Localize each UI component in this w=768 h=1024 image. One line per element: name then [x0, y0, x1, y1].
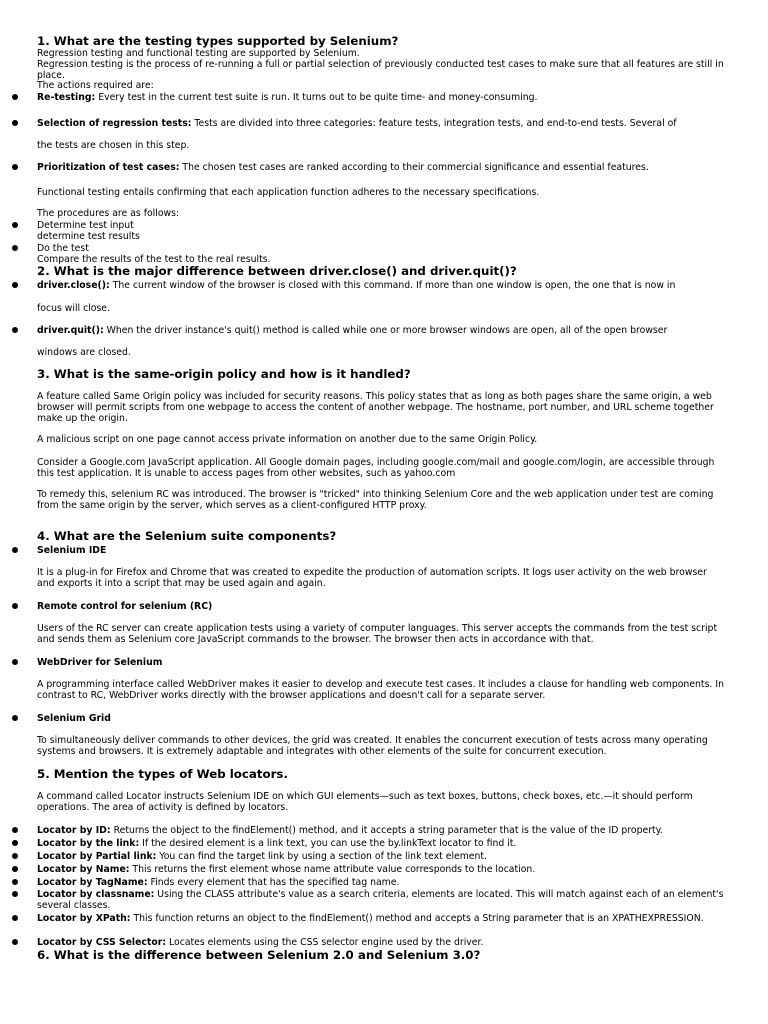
bullet-icon	[12, 827, 18, 833]
section-2-item	[37, 325, 727, 336]
section-2-item-continued: windows are closed.	[37, 347, 131, 358]
section-1-action	[37, 162, 727, 173]
bullet-icon	[12, 603, 18, 609]
locator-text: This function returns an object to the findElement() method and accepts a String parameter that is an XPATHEXPRESSION.	[130, 913, 704, 924]
locator-label: Locator by classname:	[37, 889, 155, 900]
bullet-icon	[12, 915, 18, 921]
bullet-icon	[12, 891, 18, 897]
bullet-icon	[12, 222, 18, 228]
component-description: It is a plug-in for Firefox and Chrome that was created to expedite the production of automation scripts. It logs user activity on the web browser and exports it into a script that may be used again and again.	[37, 567, 707, 589]
item-text: The current window of the browser is closed with this command. If more than one window is open, the one that is now in	[109, 280, 676, 291]
locator-item	[37, 913, 727, 924]
component-name	[37, 657, 727, 668]
locator-item	[37, 864, 727, 875]
section-3-paragraph: To remedy this, selenium RC was introduced. The browser is "tricked" into thinking Selenium Core and the web application under test are coming from the same origin by the server, which serves as a client-configured HTTP proxy.	[37, 489, 714, 511]
section-1-procedures-label: The procedures are as follows:	[37, 208, 180, 219]
item-text: When the driver instance's quit() method is called while one or more browser windows are open, all of the open browser	[103, 325, 668, 336]
locator-label: Locator by TagName:	[37, 877, 148, 888]
component-title: Selenium Grid	[37, 713, 111, 724]
bullet-icon	[12, 164, 18, 170]
component-description: A programming interface called WebDriver makes it easier to develop and execute test cases. It includes a clause for handling web components. In contrast to RC, WebDriver works directly with the browser applications and doesn't call for a separate server.	[37, 679, 724, 701]
procedure-item: Do the test	[37, 243, 89, 254]
procedure-item: Determine test input	[37, 220, 134, 231]
item-label: driver.quit():	[37, 325, 104, 336]
action-text: Tests are divided into three categories: feature tests, integration tests, and end-to-end tests. Several of	[191, 118, 677, 129]
section-5-intro: A command called Locator instructs Selenium IDE on which GUI elements—such as text boxes, buttons, check boxes, etc.—it should perform operations. The area of activity is defined by locators.	[37, 791, 693, 813]
locator-item	[37, 851, 727, 862]
bullet-icon	[12, 245, 18, 251]
bullet-icon	[12, 282, 18, 288]
item-label: driver.close():	[37, 280, 110, 291]
bullet-icon	[12, 715, 18, 721]
locator-text: Finds every element that has the specified tag name.	[147, 877, 400, 888]
component-name	[37, 601, 727, 612]
bullet-icon	[12, 120, 18, 126]
component-name	[37, 713, 727, 724]
action-text: The chosen test cases are ranked according to their commercial significance and essential features.	[179, 162, 649, 173]
section-3-paragraph: A malicious script on one page cannot access private information on another due to the same Origin Policy.	[37, 434, 538, 445]
section-4-heading: 4. What are the Selenium suite components?	[37, 529, 337, 543]
component-title: WebDriver for Selenium	[37, 657, 163, 668]
bullet-icon	[12, 866, 18, 872]
locator-item	[37, 838, 727, 849]
locator-item	[37, 825, 727, 836]
locator-label: Locator by the link:	[37, 838, 140, 849]
component-description: Users of the RC server can create application tests using a variety of computer languages. This server accepts the commands from the test script and sends them as Selenium core JavaScript commands to the browser. The browser then acts in accordance with that.	[37, 623, 718, 645]
section-3-paragraph: Consider a Google.com JavaScript application. All Google domain pages, including google.com/mail and google.com/login, are accessible through this test application. It is unable to access pages from other websites, such as yahoo.com	[37, 457, 715, 479]
section-1-action	[37, 118, 727, 129]
locator-label: Locator by CSS Selector:	[37, 937, 167, 948]
locator-text: Using the CLASS attribute's value as a search criteria, elements are located. This will match against each of an element's several classes.	[37, 889, 724, 911]
locator-label: Locator by Name:	[37, 864, 130, 875]
locator-label: Locator by Partial link:	[37, 851, 157, 862]
component-title: Selenium IDE	[37, 545, 107, 556]
locator-label: Locator by ID:	[37, 825, 111, 836]
locator-label: Locator by XPath:	[37, 913, 131, 924]
procedure-item: Compare the results of the test to the real results.	[37, 254, 271, 265]
bullet-icon	[12, 327, 18, 333]
section-1-action-continued: the tests are chosen in this step.	[37, 140, 190, 151]
bullet-icon	[12, 659, 18, 665]
action-label: Re-testing:	[37, 92, 96, 103]
bullet-icon	[12, 853, 18, 859]
locator-text: Locates elements using the CSS selector engine used by the driver.	[166, 937, 484, 948]
section-1-intro-2: Regression testing is the process of re-running a full or partial selection of previously conducted test cases to make sure that all features are still in place.	[37, 59, 724, 81]
locator-text: If the desired element is a link text, you can use the by.linkText locator to find it.	[139, 838, 517, 849]
section-1-intro-1: Regression testing and functional testing are supported by Selenium.	[37, 48, 360, 59]
section-1-heading: 1. What are the testing types supported by Selenium?	[37, 34, 399, 48]
bullet-icon	[12, 547, 18, 553]
locator-item	[37, 877, 727, 888]
component-description: To simultaneously deliver commands to other devices, the grid was created. It enables the concurrent execution of tests across many operating systems and browsers. It is extremely adaptable and integrates with other elements of the suite for concurrent execution.	[37, 735, 708, 757]
section-6-heading: 6. What is the difference between Selenium 2.0 and Selenium 3.0?	[37, 948, 481, 962]
bullet-icon	[12, 94, 18, 100]
locator-item	[37, 937, 727, 948]
section-1-action	[37, 92, 727, 103]
section-2-item	[37, 280, 727, 291]
action-text: Every test in the current test suite is run. It turns out to be quite time- and money-consuming.	[95, 92, 538, 103]
section-2-heading: 2. What is the major difference between driver.close() and driver.quit()?	[37, 264, 517, 278]
section-5-heading: 5. Mention the types of Web locators.	[37, 767, 288, 781]
locator-text: You can find the target link by using a section of the link text element.	[156, 851, 488, 862]
action-label: Prioritization of test cases:	[37, 162, 180, 173]
bullet-icon	[12, 939, 18, 945]
bullet-icon	[12, 840, 18, 846]
section-3-heading: 3. What is the same-origin policy and how is it handled?	[37, 367, 411, 381]
locator-text: Returns the object to the findElement() method, and it accepts a string parameter that is the value of the ID property.	[110, 825, 663, 836]
procedure-item: determine test results	[37, 231, 140, 242]
section-1-intro-3: The actions required are:	[37, 80, 154, 91]
locator-item	[37, 889, 727, 911]
section-1-functional: Functional testing entails confirming that each application function adheres to the necessary specifications.	[37, 187, 540, 198]
locator-text: This returns the first element whose name attribute value corresponds to the location.	[129, 864, 536, 875]
component-name	[37, 545, 727, 556]
action-label: Selection of regression tests:	[37, 118, 192, 129]
component-title: Remote control for selenium (RC)	[37, 601, 213, 612]
bullet-icon	[12, 879, 18, 885]
section-2-item-continued: focus will close.	[37, 303, 110, 314]
section-3-paragraph: A feature called Same Origin policy was included for security reasons. This policy states that as long as both pages share the same origin, a web browser will permit scripts from one webpage to access the content of another webpage. The hostname, port number, and URL scheme together make up the origin.	[37, 391, 714, 424]
